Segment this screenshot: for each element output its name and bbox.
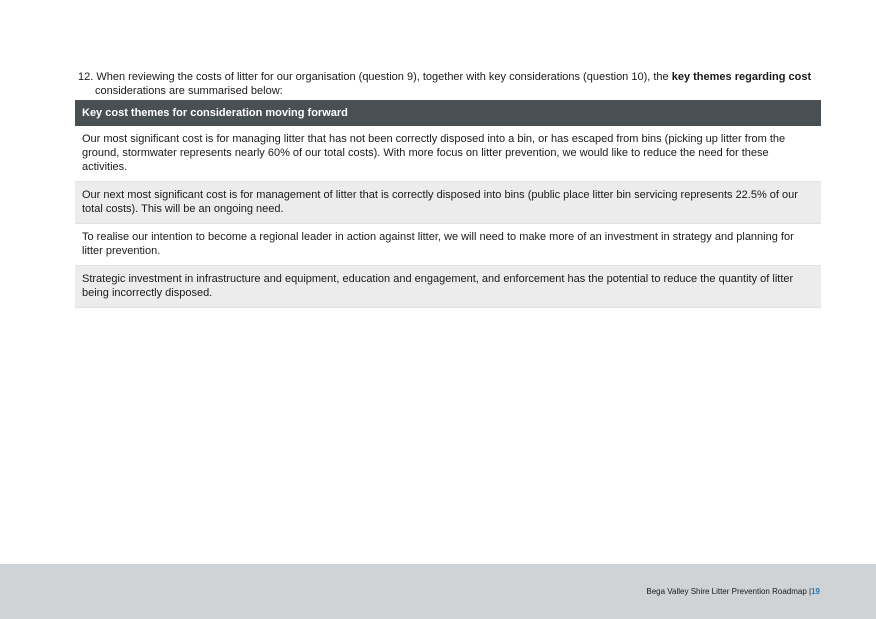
table-cell: Our next most significant cost is for management of litter that is correctly disposed into bins (public place litter bin servicing represents 22.5% of our total costs). This will be an ongoing need.	[75, 182, 821, 224]
table-row	[75, 182, 821, 224]
list-number: 12.	[78, 71, 94, 83]
cost-themes-table	[75, 100, 821, 308]
table-header-row	[75, 100, 821, 126]
table-row	[75, 266, 821, 308]
intro-text-after: considerations are summarised below:	[95, 85, 283, 97]
page-number: 19	[811, 587, 820, 596]
footer-text	[646, 587, 820, 596]
table-row	[75, 126, 821, 182]
intro-bold-text: key themes regarding cost	[671, 71, 812, 83]
footer-separator: |	[809, 587, 812, 596]
table-cell: Strategic investment in infrastructure and equipment, education and engagement, and enforcement has the potential to reduce the quantity of litter being incorrectly disposed.	[75, 266, 821, 308]
table-cell: To realise our intention to become a regional leader in action against litter, we will need to make more of an investment in strategy and planning for litter prevention.	[75, 224, 821, 266]
intro-paragraph	[78, 70, 837, 98]
page-footer	[0, 564, 876, 619]
footer-title: Bega Valley Shire Litter Prevention Roadmap	[646, 587, 807, 596]
table-row	[75, 224, 821, 266]
table-cell: Our most significant cost is for managing litter that has not been correctly disposed into a bin, or has escaped from bins (picking up litter from the ground, stormwater represents nearly 60% of our total costs). With more focus on litter prevention, we would like to reduce the need for these activities.	[75, 126, 821, 182]
intro-text-before: When reviewing the costs of litter for our organisation (question 9), together with key considerations (question 10), the	[96, 71, 669, 83]
table-header: Key cost themes for consideration moving forward	[75, 100, 821, 126]
